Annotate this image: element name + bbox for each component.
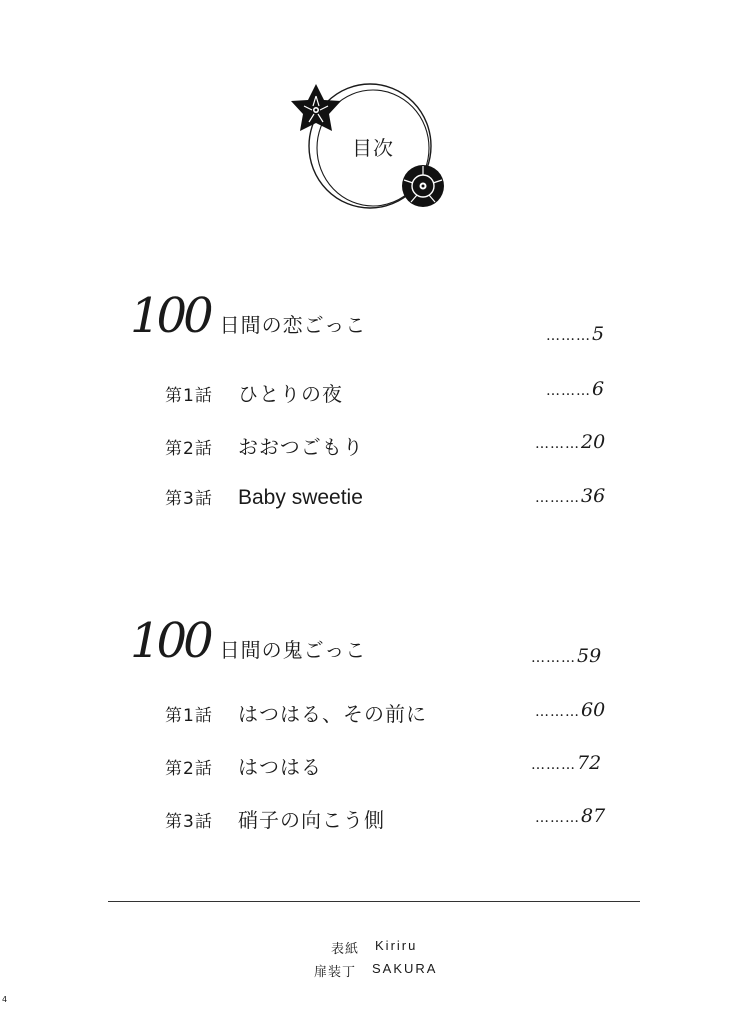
credit-design [314,961,437,980]
chapter-number: 第3話 [165,489,213,509]
dot-leader: ……… [546,383,591,399]
dot-leader: ……… [531,757,576,773]
credit-name: SAKURA [372,961,438,976]
chapter-page-ref [535,805,605,827]
credit-name: Kiriru [375,938,418,953]
series-number: 100 [130,288,210,344]
dot-leader: ……… [535,436,580,452]
chapter-title: はつはる、その前に [238,702,427,726]
chapter-entry [165,431,364,460]
chapter-title: Baby sweetie [238,486,363,509]
chapter-page-ref [535,431,605,453]
chapter-entry [165,698,427,727]
chapter-number: 第2話 [165,439,213,459]
series-name: 日間の恋ごっこ [219,313,367,337]
toc-title: 目次 [352,136,394,160]
chapter-number: 第2話 [165,759,213,779]
series-title-2 [130,613,366,669]
series-title-1 [130,288,366,344]
chapter-page-ref [531,752,601,774]
page-number: 59 [577,645,602,667]
chapter-number: 第1話 [165,386,213,406]
page-folio: 4 [2,995,8,1004]
chapter-entry [165,804,385,833]
series-page-ref-1 [546,323,604,345]
page-number: 60 [581,699,606,721]
dot-leader: ……… [535,490,580,506]
series-page-ref-2 [531,645,601,667]
chapter-page-ref [535,485,605,507]
credit-role: 扉装丁 [314,965,357,980]
chapter-entry [165,751,322,780]
dot-leader: ……… [546,328,591,344]
chapter-page-ref [535,699,605,721]
dot-leader: ……… [535,810,580,826]
chapter-title: はつはる [238,755,322,779]
chapter-entry [165,378,343,407]
page-number: 5 [592,323,605,345]
page-number: 72 [577,752,602,774]
series-name: 日間の鬼ごっこ [219,638,367,662]
chapter-title: ひとりの夜 [238,382,343,406]
bellflower-icon [291,84,341,131]
morning-glory-icon [402,165,444,207]
chapter-page-ref [546,378,604,400]
chapter-number: 第1話 [165,706,213,726]
page-number: 6 [592,378,605,400]
credit-role: 表紙 [331,942,360,957]
dot-leader: ……… [535,704,580,720]
page-number: 20 [581,431,606,453]
dot-leader: ……… [531,650,576,666]
chapter-entry [165,484,363,510]
chapter-title: おおつごもり [238,435,364,459]
divider [108,901,640,902]
series-number: 100 [130,613,210,669]
page-number: 36 [581,485,606,507]
credit-cover [331,938,417,957]
page-number: 87 [581,805,606,827]
chapter-number: 第3話 [165,812,213,832]
chapter-title: 硝子の向こう側 [238,808,385,832]
